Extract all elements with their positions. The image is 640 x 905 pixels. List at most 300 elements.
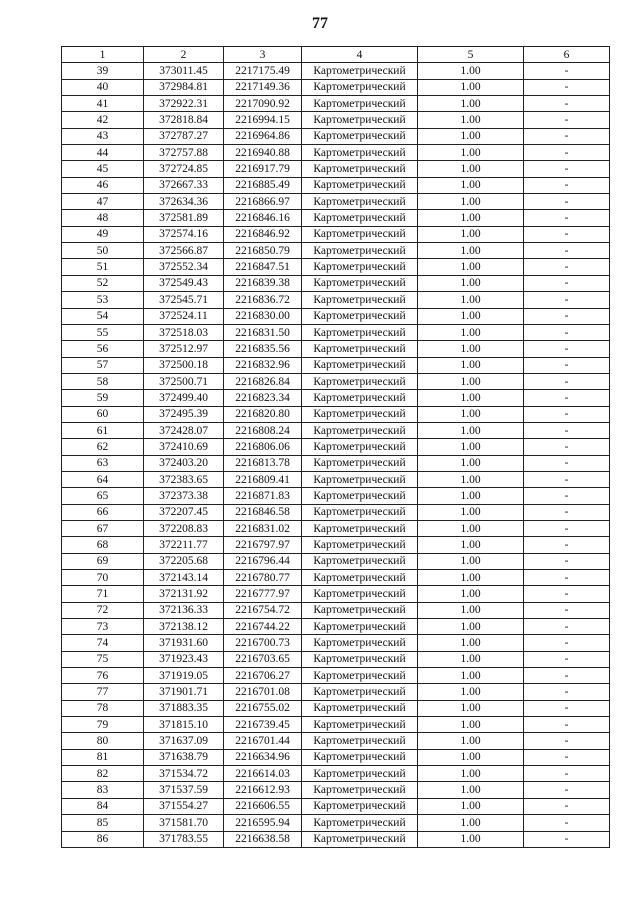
y-coordinate-cell: 2216606.55 bbox=[224, 798, 302, 814]
x-coordinate-cell: 371534.72 bbox=[144, 766, 224, 782]
table-row bbox=[62, 651, 610, 667]
table-row bbox=[62, 243, 610, 259]
page-number: 77 bbox=[312, 15, 328, 32]
y-coordinate-cell: 2216806.06 bbox=[224, 439, 302, 455]
point-number-cell: 58 bbox=[62, 373, 144, 389]
accuracy-cell: 1.00 bbox=[418, 112, 524, 128]
note-cell: - bbox=[524, 471, 610, 487]
note-cell: - bbox=[524, 161, 610, 177]
x-coordinate-cell: 371537.59 bbox=[144, 782, 224, 798]
y-coordinate-cell: 2216755.02 bbox=[224, 700, 302, 716]
y-coordinate-cell: 2216871.83 bbox=[224, 488, 302, 504]
point-number-cell: 46 bbox=[62, 177, 144, 193]
point-number-cell: 86 bbox=[62, 831, 144, 847]
x-coordinate-cell: 372545.71 bbox=[144, 292, 224, 308]
table-row bbox=[62, 798, 610, 814]
point-number-cell: 39 bbox=[62, 63, 144, 79]
accuracy-cell: 1.00 bbox=[418, 619, 524, 635]
x-coordinate-cell: 372500.18 bbox=[144, 357, 224, 373]
y-coordinate-cell: 2217090.92 bbox=[224, 96, 302, 112]
point-number-cell: 81 bbox=[62, 749, 144, 765]
accuracy-cell: 1.00 bbox=[418, 308, 524, 324]
table-row bbox=[62, 717, 610, 733]
table-row bbox=[62, 570, 610, 586]
y-coordinate-cell: 2216614.03 bbox=[224, 766, 302, 782]
point-number-cell: 47 bbox=[62, 194, 144, 210]
x-coordinate-cell: 372205.68 bbox=[144, 553, 224, 569]
x-coordinate-cell: 372211.77 bbox=[144, 537, 224, 553]
point-number-cell: 48 bbox=[62, 210, 144, 226]
x-coordinate-cell: 371923.43 bbox=[144, 651, 224, 667]
note-cell: - bbox=[524, 79, 610, 95]
table-row bbox=[62, 63, 610, 79]
point-number-cell: 50 bbox=[62, 243, 144, 259]
accuracy-cell: 1.00 bbox=[418, 537, 524, 553]
accuracy-cell: 1.00 bbox=[418, 145, 524, 161]
column-header: 1 bbox=[62, 47, 144, 63]
note-cell: - bbox=[524, 668, 610, 684]
y-coordinate-cell: 2216831.02 bbox=[224, 520, 302, 536]
column-header: 6 bbox=[524, 47, 610, 63]
note-cell: - bbox=[524, 700, 610, 716]
y-coordinate-cell: 2216830.00 bbox=[224, 308, 302, 324]
accuracy-cell: 1.00 bbox=[418, 341, 524, 357]
note-cell: - bbox=[524, 537, 610, 553]
x-coordinate-cell: 372581.89 bbox=[144, 210, 224, 226]
column-header: 2 bbox=[144, 47, 224, 63]
table-row bbox=[62, 537, 610, 553]
x-coordinate-cell: 372495.39 bbox=[144, 406, 224, 422]
accuracy-cell: 1.00 bbox=[418, 161, 524, 177]
y-coordinate-cell: 2216595.94 bbox=[224, 815, 302, 831]
table-row bbox=[62, 619, 610, 635]
note-cell: - bbox=[524, 619, 610, 635]
method-cell: Картометрический bbox=[302, 700, 418, 716]
x-coordinate-cell: 372207.45 bbox=[144, 504, 224, 520]
accuracy-cell: 1.00 bbox=[418, 570, 524, 586]
accuracy-cell: 1.00 bbox=[418, 194, 524, 210]
accuracy-cell: 1.00 bbox=[418, 782, 524, 798]
method-cell: Картометрический bbox=[302, 570, 418, 586]
y-coordinate-cell: 2216754.72 bbox=[224, 602, 302, 618]
note-cell: - bbox=[524, 684, 610, 700]
x-coordinate-cell: 372373.38 bbox=[144, 488, 224, 504]
y-coordinate-cell: 2216835.56 bbox=[224, 341, 302, 357]
note-cell: - bbox=[524, 504, 610, 520]
note-cell: - bbox=[524, 635, 610, 651]
method-cell: Картометрический bbox=[302, 782, 418, 798]
note-cell: - bbox=[524, 406, 610, 422]
y-coordinate-cell: 2216940.88 bbox=[224, 145, 302, 161]
y-coordinate-cell: 2216809.41 bbox=[224, 471, 302, 487]
table-row bbox=[62, 520, 610, 536]
method-cell: Картометрический bbox=[302, 668, 418, 684]
method-cell: Картометрический bbox=[302, 635, 418, 651]
accuracy-cell: 1.00 bbox=[418, 390, 524, 406]
y-coordinate-cell: 2217149.36 bbox=[224, 79, 302, 95]
note-cell: - bbox=[524, 112, 610, 128]
note-cell: - bbox=[524, 308, 610, 324]
accuracy-cell: 1.00 bbox=[418, 177, 524, 193]
table-row bbox=[62, 308, 610, 324]
accuracy-cell: 1.00 bbox=[418, 651, 524, 667]
x-coordinate-cell: 372428.07 bbox=[144, 422, 224, 438]
accuracy-cell: 1.00 bbox=[418, 798, 524, 814]
method-cell: Картометрический bbox=[302, 226, 418, 242]
table-row bbox=[62, 504, 610, 520]
point-number-cell: 56 bbox=[62, 341, 144, 357]
table-row bbox=[62, 471, 610, 487]
x-coordinate-cell: 372552.34 bbox=[144, 259, 224, 275]
accuracy-cell: 1.00 bbox=[418, 406, 524, 422]
note-cell: - bbox=[524, 63, 610, 79]
point-number-cell: 67 bbox=[62, 520, 144, 536]
y-coordinate-cell: 2216703.65 bbox=[224, 651, 302, 667]
accuracy-cell: 1.00 bbox=[418, 749, 524, 765]
table-row bbox=[62, 439, 610, 455]
x-coordinate-cell: 372524.11 bbox=[144, 308, 224, 324]
y-coordinate-cell: 2216744.22 bbox=[224, 619, 302, 635]
table-row bbox=[62, 226, 610, 242]
note-cell: - bbox=[524, 831, 610, 847]
table-row bbox=[62, 635, 610, 651]
y-coordinate-cell: 2216885.49 bbox=[224, 177, 302, 193]
note-cell: - bbox=[524, 570, 610, 586]
point-number-cell: 74 bbox=[62, 635, 144, 651]
table-row bbox=[62, 194, 610, 210]
point-number-cell: 83 bbox=[62, 782, 144, 798]
table-body bbox=[62, 63, 610, 848]
method-cell: Картометрический bbox=[302, 488, 418, 504]
table-row bbox=[62, 766, 610, 782]
table-header-row bbox=[62, 47, 610, 63]
point-number-cell: 44 bbox=[62, 145, 144, 161]
table-row bbox=[62, 79, 610, 95]
table-row bbox=[62, 815, 610, 831]
method-cell: Картометрический bbox=[302, 96, 418, 112]
point-number-cell: 54 bbox=[62, 308, 144, 324]
accuracy-cell: 1.00 bbox=[418, 357, 524, 373]
accuracy-cell: 1.00 bbox=[418, 602, 524, 618]
table-row bbox=[62, 324, 610, 340]
y-coordinate-cell: 2216701.08 bbox=[224, 684, 302, 700]
point-number-cell: 73 bbox=[62, 619, 144, 635]
method-cell: Картометрический bbox=[302, 520, 418, 536]
point-number-cell: 49 bbox=[62, 226, 144, 242]
x-coordinate-cell: 372757.88 bbox=[144, 145, 224, 161]
note-cell: - bbox=[524, 275, 610, 291]
y-coordinate-cell: 2216820.80 bbox=[224, 406, 302, 422]
table-row bbox=[62, 145, 610, 161]
y-coordinate-cell: 2216739.45 bbox=[224, 717, 302, 733]
table-row bbox=[62, 782, 610, 798]
method-cell: Картометрический bbox=[302, 210, 418, 226]
point-number-cell: 51 bbox=[62, 259, 144, 275]
accuracy-cell: 1.00 bbox=[418, 63, 524, 79]
accuracy-cell: 1.00 bbox=[418, 471, 524, 487]
table-row bbox=[62, 210, 610, 226]
accuracy-cell: 1.00 bbox=[418, 292, 524, 308]
table-row bbox=[62, 373, 610, 389]
point-number-cell: 78 bbox=[62, 700, 144, 716]
note-cell: - bbox=[524, 128, 610, 144]
accuracy-cell: 1.00 bbox=[418, 488, 524, 504]
note-cell: - bbox=[524, 717, 610, 733]
method-cell: Картометрический bbox=[302, 161, 418, 177]
accuracy-cell: 1.00 bbox=[418, 210, 524, 226]
method-cell: Картометрический bbox=[302, 128, 418, 144]
table-row bbox=[62, 292, 610, 308]
point-number-cell: 85 bbox=[62, 815, 144, 831]
point-number-cell: 84 bbox=[62, 798, 144, 814]
y-coordinate-cell: 2216994.15 bbox=[224, 112, 302, 128]
x-coordinate-cell: 372500.71 bbox=[144, 373, 224, 389]
method-cell: Картометрический bbox=[302, 553, 418, 569]
method-cell: Картометрический bbox=[302, 504, 418, 520]
accuracy-cell: 1.00 bbox=[418, 226, 524, 242]
table-row bbox=[62, 553, 610, 569]
accuracy-cell: 1.00 bbox=[418, 553, 524, 569]
y-coordinate-cell: 2216866.97 bbox=[224, 194, 302, 210]
note-cell: - bbox=[524, 357, 610, 373]
x-coordinate-cell: 372984.81 bbox=[144, 79, 224, 95]
x-coordinate-cell: 372818.84 bbox=[144, 112, 224, 128]
y-coordinate-cell: 2216797.97 bbox=[224, 537, 302, 553]
note-cell: - bbox=[524, 226, 610, 242]
table-row bbox=[62, 357, 610, 373]
point-number-cell: 52 bbox=[62, 275, 144, 291]
x-coordinate-cell: 372499.40 bbox=[144, 390, 224, 406]
accuracy-cell: 1.00 bbox=[418, 373, 524, 389]
accuracy-cell: 1.00 bbox=[418, 635, 524, 651]
note-cell: - bbox=[524, 651, 610, 667]
note-cell: - bbox=[524, 766, 610, 782]
method-cell: Картометрический bbox=[302, 292, 418, 308]
x-coordinate-cell: 372410.69 bbox=[144, 439, 224, 455]
column-header: 5 bbox=[418, 47, 524, 63]
method-cell: Картометрический bbox=[302, 471, 418, 487]
x-coordinate-cell: 373011.45 bbox=[144, 63, 224, 79]
method-cell: Картометрический bbox=[302, 275, 418, 291]
note-cell: - bbox=[524, 96, 610, 112]
y-coordinate-cell: 2216813.78 bbox=[224, 455, 302, 471]
method-cell: Картометрический bbox=[302, 815, 418, 831]
x-coordinate-cell: 371554.27 bbox=[144, 798, 224, 814]
table-row bbox=[62, 161, 610, 177]
note-cell: - bbox=[524, 422, 610, 438]
note-cell: - bbox=[524, 177, 610, 193]
note-cell: - bbox=[524, 439, 610, 455]
note-cell: - bbox=[524, 259, 610, 275]
note-cell: - bbox=[524, 749, 610, 765]
y-coordinate-cell: 2216823.34 bbox=[224, 390, 302, 406]
x-coordinate-cell: 372566.87 bbox=[144, 243, 224, 259]
table-row bbox=[62, 177, 610, 193]
x-coordinate-cell: 372922.31 bbox=[144, 96, 224, 112]
accuracy-cell: 1.00 bbox=[418, 717, 524, 733]
accuracy-cell: 1.00 bbox=[418, 128, 524, 144]
table-row bbox=[62, 700, 610, 716]
accuracy-cell: 1.00 bbox=[418, 439, 524, 455]
x-coordinate-cell: 372724.85 bbox=[144, 161, 224, 177]
y-coordinate-cell: 2216808.24 bbox=[224, 422, 302, 438]
y-coordinate-cell: 2216700.73 bbox=[224, 635, 302, 651]
y-coordinate-cell: 2216826.84 bbox=[224, 373, 302, 389]
method-cell: Картометрический bbox=[302, 717, 418, 733]
note-cell: - bbox=[524, 782, 610, 798]
point-number-cell: 64 bbox=[62, 471, 144, 487]
table-row bbox=[62, 749, 610, 765]
point-number-cell: 72 bbox=[62, 602, 144, 618]
method-cell: Картометрический bbox=[302, 684, 418, 700]
accuracy-cell: 1.00 bbox=[418, 422, 524, 438]
table-row bbox=[62, 275, 610, 291]
method-cell: Картометрический bbox=[302, 422, 418, 438]
point-number-cell: 55 bbox=[62, 324, 144, 340]
note-cell: - bbox=[524, 586, 610, 602]
accuracy-cell: 1.00 bbox=[418, 684, 524, 700]
method-cell: Картометрический bbox=[302, 406, 418, 422]
point-number-cell: 45 bbox=[62, 161, 144, 177]
x-coordinate-cell: 372383.65 bbox=[144, 471, 224, 487]
x-coordinate-cell: 371637.09 bbox=[144, 733, 224, 749]
y-coordinate-cell: 2216839.38 bbox=[224, 275, 302, 291]
note-cell: - bbox=[524, 602, 610, 618]
point-number-cell: 80 bbox=[62, 733, 144, 749]
y-coordinate-cell: 2216836.72 bbox=[224, 292, 302, 308]
y-coordinate-cell: 2216634.96 bbox=[224, 749, 302, 765]
x-coordinate-cell: 371883.35 bbox=[144, 700, 224, 716]
point-number-cell: 70 bbox=[62, 570, 144, 586]
x-coordinate-cell: 371901.71 bbox=[144, 684, 224, 700]
method-cell: Картометрический bbox=[302, 619, 418, 635]
note-cell: - bbox=[524, 210, 610, 226]
method-cell: Картометрический bbox=[302, 79, 418, 95]
method-cell: Картометрический bbox=[302, 63, 418, 79]
accuracy-cell: 1.00 bbox=[418, 324, 524, 340]
point-number-cell: 75 bbox=[62, 651, 144, 667]
method-cell: Картометрический bbox=[302, 357, 418, 373]
note-cell: - bbox=[524, 324, 610, 340]
x-coordinate-cell: 371581.70 bbox=[144, 815, 224, 831]
point-number-cell: 41 bbox=[62, 96, 144, 112]
accuracy-cell: 1.00 bbox=[418, 243, 524, 259]
y-coordinate-cell: 2216777.97 bbox=[224, 586, 302, 602]
x-coordinate-cell: 371638.79 bbox=[144, 749, 224, 765]
method-cell: Картометрический bbox=[302, 439, 418, 455]
x-coordinate-cell: 372634.36 bbox=[144, 194, 224, 210]
note-cell: - bbox=[524, 373, 610, 389]
x-coordinate-cell: 372512.97 bbox=[144, 341, 224, 357]
x-coordinate-cell: 371931.60 bbox=[144, 635, 224, 651]
x-coordinate-cell: 372143.14 bbox=[144, 570, 224, 586]
table-row bbox=[62, 455, 610, 471]
point-number-cell: 65 bbox=[62, 488, 144, 504]
accuracy-cell: 1.00 bbox=[418, 504, 524, 520]
x-coordinate-cell: 372549.43 bbox=[144, 275, 224, 291]
note-cell: - bbox=[524, 194, 610, 210]
method-cell: Картометрический bbox=[302, 324, 418, 340]
accuracy-cell: 1.00 bbox=[418, 668, 524, 684]
accuracy-cell: 1.00 bbox=[418, 700, 524, 716]
table-row bbox=[62, 831, 610, 847]
y-coordinate-cell: 2216831.50 bbox=[224, 324, 302, 340]
y-coordinate-cell: 2216612.93 bbox=[224, 782, 302, 798]
note-cell: - bbox=[524, 455, 610, 471]
note-cell: - bbox=[524, 815, 610, 831]
point-number-cell: 68 bbox=[62, 537, 144, 553]
point-number-cell: 57 bbox=[62, 357, 144, 373]
note-cell: - bbox=[524, 145, 610, 161]
table-row bbox=[62, 684, 610, 700]
accuracy-cell: 1.00 bbox=[418, 733, 524, 749]
method-cell: Картометрический bbox=[302, 145, 418, 161]
method-cell: Картометрический bbox=[302, 308, 418, 324]
note-cell: - bbox=[524, 488, 610, 504]
x-coordinate-cell: 372131.92 bbox=[144, 586, 224, 602]
accuracy-cell: 1.00 bbox=[418, 520, 524, 536]
table-row bbox=[62, 586, 610, 602]
y-coordinate-cell: 2216846.92 bbox=[224, 226, 302, 242]
point-number-cell: 71 bbox=[62, 586, 144, 602]
method-cell: Картометрический bbox=[302, 749, 418, 765]
column-header: 4 bbox=[302, 47, 418, 63]
x-coordinate-cell: 372208.83 bbox=[144, 520, 224, 536]
accuracy-cell: 1.00 bbox=[418, 96, 524, 112]
point-number-cell: 69 bbox=[62, 553, 144, 569]
method-cell: Картометрический bbox=[302, 259, 418, 275]
y-coordinate-cell: 2216850.79 bbox=[224, 243, 302, 259]
method-cell: Картометрический bbox=[302, 243, 418, 259]
table-row bbox=[62, 259, 610, 275]
table-row bbox=[62, 488, 610, 504]
accuracy-cell: 1.00 bbox=[418, 259, 524, 275]
note-cell: - bbox=[524, 520, 610, 536]
x-coordinate-cell: 372518.03 bbox=[144, 324, 224, 340]
point-number-cell: 60 bbox=[62, 406, 144, 422]
point-number-cell: 59 bbox=[62, 390, 144, 406]
method-cell: Картометрический bbox=[302, 586, 418, 602]
method-cell: Картометрический bbox=[302, 455, 418, 471]
x-coordinate-cell: 372787.27 bbox=[144, 128, 224, 144]
x-coordinate-cell: 371783.55 bbox=[144, 831, 224, 847]
method-cell: Картометрический bbox=[302, 733, 418, 749]
table-row bbox=[62, 112, 610, 128]
point-number-cell: 62 bbox=[62, 439, 144, 455]
method-cell: Картометрический bbox=[302, 112, 418, 128]
method-cell: Картометрический bbox=[302, 537, 418, 553]
y-coordinate-cell: 2216846.58 bbox=[224, 504, 302, 520]
point-number-cell: 42 bbox=[62, 112, 144, 128]
y-coordinate-cell: 2216917.79 bbox=[224, 161, 302, 177]
coordinates-table bbox=[61, 46, 610, 848]
table-row bbox=[62, 733, 610, 749]
method-cell: Картометрический bbox=[302, 373, 418, 389]
method-cell: Картометрический bbox=[302, 831, 418, 847]
x-coordinate-cell: 371919.05 bbox=[144, 668, 224, 684]
method-cell: Картометрический bbox=[302, 766, 418, 782]
y-coordinate-cell: 2216832.96 bbox=[224, 357, 302, 373]
x-coordinate-cell: 371815.10 bbox=[144, 717, 224, 733]
method-cell: Картометрический bbox=[302, 798, 418, 814]
y-coordinate-cell: 2216847.51 bbox=[224, 259, 302, 275]
method-cell: Картометрический bbox=[302, 390, 418, 406]
point-number-cell: 63 bbox=[62, 455, 144, 471]
table-row bbox=[62, 668, 610, 684]
x-coordinate-cell: 372574.16 bbox=[144, 226, 224, 242]
method-cell: Картометрический bbox=[302, 341, 418, 357]
accuracy-cell: 1.00 bbox=[418, 79, 524, 95]
